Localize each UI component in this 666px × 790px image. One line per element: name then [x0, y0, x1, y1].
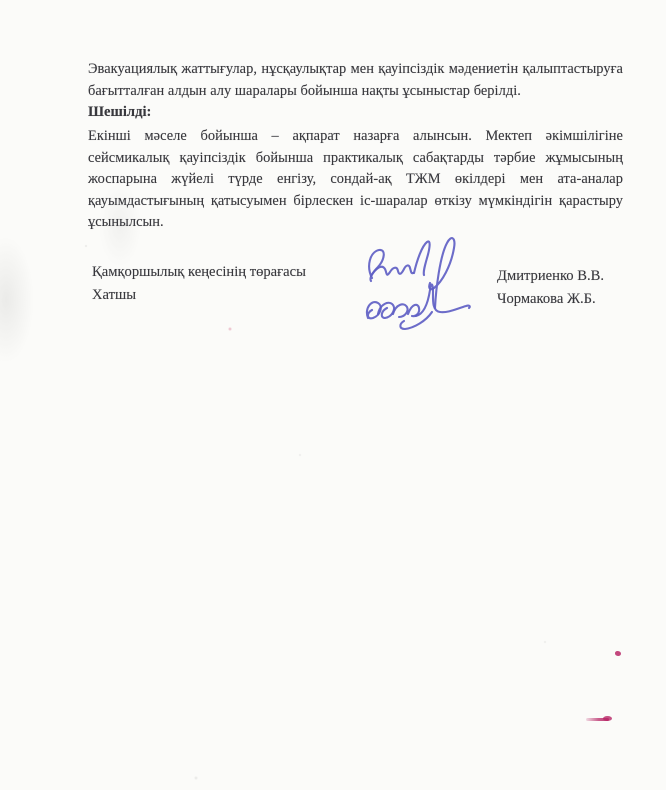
- handwritten-signature-ink: [348, 226, 488, 336]
- role-chairman-label: Қамқоршылық кеңесінің төрағасы: [92, 264, 306, 280]
- scan-speck-magenta: [615, 651, 621, 656]
- name-secretary: Чормакова Ж.Б.: [497, 291, 596, 307]
- signature-roles: [92, 261, 306, 307]
- scan-speck-blob: [603, 716, 612, 721]
- paragraph-evacuation-measures: Эвакуациялық жаттығулар, нұсқаулықтар мен қауіпсіздік мәдениетін қалыптастыруға бағытталған алдын алу шаралары бойынша нақты ұсыныстар берілді.: [88, 61, 623, 99]
- name-chairman: Дмитриенко В.В.: [497, 268, 605, 284]
- decision-heading: Шешілді:: [88, 104, 152, 120]
- signature-names: [497, 265, 604, 311]
- decision-paragraph: Екінші мәселе бойынша – ақпарат назарға алынсын. Мектеп әкімшілігіне сейсмикалық қауіпсіздік бойынша практикалық сабақтарды тәрбие жұмысының жоспарына жүйелі түрде енгізу, сондай-ақ ТЖМ өкілдері мен ата-аналар қауымдастығының қатысуымен бірлескен іс-шаралар өткізу мүмкіндігін қарастыру ұсынылсын.: [88, 128, 623, 231]
- role-secretary-label: Хатшы: [92, 287, 137, 303]
